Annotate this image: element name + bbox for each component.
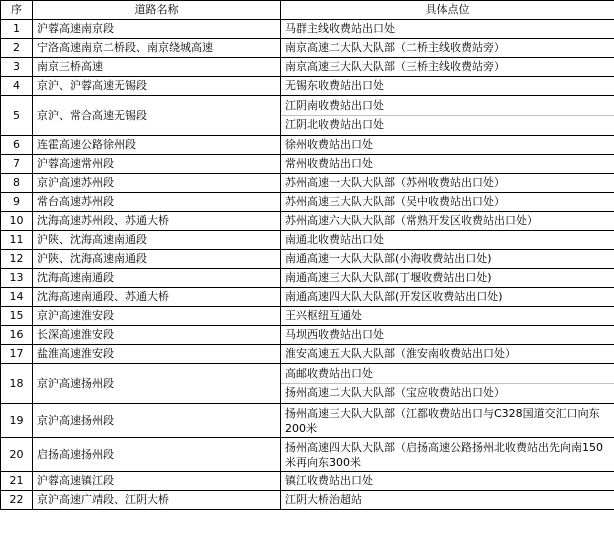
table-row: [1, 96, 614, 136]
row-number: 22: [1, 491, 33, 510]
table-row: [1, 77, 614, 96]
row-number: 18: [1, 364, 33, 404]
table-row: [1, 39, 614, 58]
point-cell: 扬州高速四大队大队部（启扬高速公路扬州北收费站出先向南150米再向东300米: [281, 438, 614, 472]
point-cell: 无锡东收费站出口处: [281, 77, 614, 96]
point-cell: 马群主线收费站出口处: [281, 20, 614, 39]
table-row: [1, 155, 614, 174]
row-number: 9: [1, 193, 33, 212]
table-row: [1, 438, 614, 472]
point-entry: 江阴南收费站出口处: [285, 99, 384, 112]
road-name-cell: 京沪高速扬州段: [33, 364, 281, 404]
point-cell: 苏州高速一大队大队部（苏州收费站出口处）: [281, 174, 614, 193]
point-cell: 马坝西收费站出口处: [281, 326, 614, 345]
table-row: [1, 288, 614, 307]
point-cell: [281, 96, 614, 136]
road-name-cell: 连霍高速公路徐州段: [33, 136, 281, 155]
road-name-cell: 沈海高速南通段: [33, 269, 281, 288]
point-cell: 苏州高速三大队大队部（吴中收费站出口处）: [281, 193, 614, 212]
table-row: [1, 345, 614, 364]
point-cell: 南京高速二大队大队部（二桥主线收费站旁）: [281, 39, 614, 58]
point-cell: 南京高速三大队大队部（三桥主线收费站旁）: [281, 58, 614, 77]
road-name-cell: 京沪高速广靖段、江阴大桥: [33, 491, 281, 510]
road-name-cell: 宁洛高速南京二桥段、南京绕城高速: [33, 39, 281, 58]
row-number: 11: [1, 231, 33, 250]
table-row: [1, 174, 614, 193]
point-cell: 淮安高速五大队大队部（淮安南收费站出口处）: [281, 345, 614, 364]
row-number: 2: [1, 39, 33, 58]
point-cell: 常州收费站出口处: [281, 155, 614, 174]
table-row: [1, 58, 614, 77]
point-cell: 苏州高速六大队大队部（常熟开发区收费站出口处）: [281, 212, 614, 231]
row-number: 6: [1, 136, 33, 155]
road-name-cell: 沪蓉高速常州段: [33, 155, 281, 174]
table-row: [1, 364, 614, 404]
road-name-cell: 沪蓉高速南京段: [33, 20, 281, 39]
road-name-cell: 启扬高速扬州段: [33, 438, 281, 472]
road-name-cell: 沪陕、沈海高速南通段: [33, 231, 281, 250]
point-cell: 王兴枢纽互通处: [281, 307, 614, 326]
row-number: 10: [1, 212, 33, 231]
row-number: 13: [1, 269, 33, 288]
road-name-cell: 京沪、沪蓉高速无锡段: [33, 77, 281, 96]
row-number: 4: [1, 77, 33, 96]
point-cell: [281, 364, 614, 404]
table-row: [1, 491, 614, 510]
row-number: 8: [1, 174, 33, 193]
row-number: 5: [1, 96, 33, 136]
road-name-cell: 沈海高速苏州段、苏通大桥: [33, 212, 281, 231]
road-name-cell: 京沪高速苏州段: [33, 174, 281, 193]
point-entry: 高邮收费站出口处: [285, 367, 373, 380]
header-point: 具体点位: [281, 1, 614, 20]
table-row: [1, 404, 614, 438]
row-number: 1: [1, 20, 33, 39]
table-header-row: [1, 1, 614, 20]
road-name-cell: 沪蓉高速镇江段: [33, 472, 281, 491]
row-number: 15: [1, 307, 33, 326]
table-row: [1, 326, 614, 345]
point-cell: 扬州高速三大队大队部（江都收费站出口与C328国道交汇口向东200米: [281, 404, 614, 438]
header-no: 序: [1, 1, 33, 20]
road-name-cell: 沪陕、沈海高速南通段: [33, 250, 281, 269]
table-row: [1, 307, 614, 326]
table-row: [1, 20, 614, 39]
point-cell: 江阴大桥治超站: [281, 491, 614, 510]
table-row: [1, 269, 614, 288]
row-number: 12: [1, 250, 33, 269]
table-row: [1, 472, 614, 491]
table-row: [1, 212, 614, 231]
road-name-cell: 京沪、常合高速无锡段: [33, 96, 281, 136]
road-name-cell: 京沪高速扬州段: [33, 404, 281, 438]
point-entry: 扬州高速二大队大队部（宝应收费站出口处）: [281, 383, 614, 402]
road-name-cell: 沈海高速南通段、苏通大桥: [33, 288, 281, 307]
row-number: 19: [1, 404, 33, 438]
point-entry: 江阴北收费站出口处: [281, 115, 614, 134]
road-name-cell: 南京三桥高速: [33, 58, 281, 77]
table-row: [1, 250, 614, 269]
point-cell: 南通高速一大队大队部(小海收费站出口处): [281, 250, 614, 269]
table-row: [1, 193, 614, 212]
table-row: [1, 136, 614, 155]
row-number: 20: [1, 438, 33, 472]
row-number: 7: [1, 155, 33, 174]
point-cell: 南通北收费站出口处: [281, 231, 614, 250]
row-number: 3: [1, 58, 33, 77]
point-cell: 徐州收费站出口处: [281, 136, 614, 155]
point-cell: 南通高速三大队大队部(丁堰收费站出口处): [281, 269, 614, 288]
header-road-name: 道路名称: [33, 1, 281, 20]
row-number: 21: [1, 472, 33, 491]
road-name-cell: 盐淮高速淮安段: [33, 345, 281, 364]
table-row: [1, 231, 614, 250]
row-number: 17: [1, 345, 33, 364]
row-number: 14: [1, 288, 33, 307]
road-name-cell: 京沪高速淮安段: [33, 307, 281, 326]
road-name-cell: 长深高速淮安段: [33, 326, 281, 345]
road-name-cell: 常台高速苏州段: [33, 193, 281, 212]
point-cell: 镇江收费站出口处: [281, 472, 614, 491]
point-cell: 南通高速四大队大队部(开发区收费站出口处): [281, 288, 614, 307]
row-number: 16: [1, 326, 33, 345]
